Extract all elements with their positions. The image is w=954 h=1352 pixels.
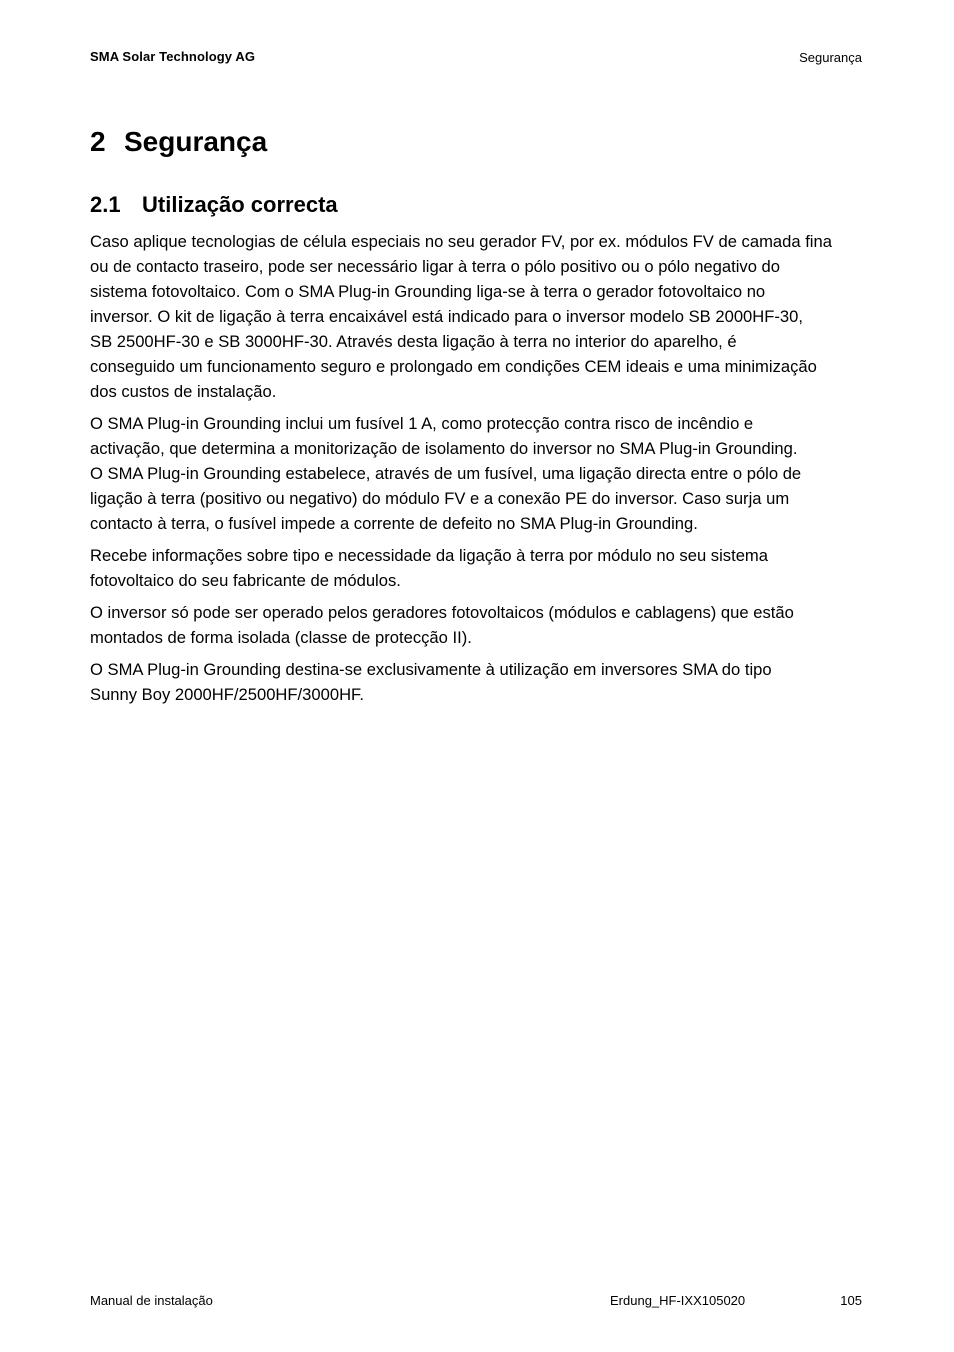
chapter-heading [90,124,267,160]
paragraph-line: Sunny Boy 2000HF/2500HF/3000HF. [90,685,364,704]
paragraph-line: montados de forma isolada (classe de protecção II). [90,628,472,647]
paragraph-line: dos custos de instalação. [90,382,277,401]
paragraph-line: Recebe informações sobre tipo e necessidade da ligação à terra por módulo no seu sistema [90,546,768,565]
paragraph [90,543,862,593]
paragraph [90,657,862,707]
paragraph [90,600,862,650]
paragraph-line: O SMA Plug-in Grounding inclui um fusível 1 A, como protecção contra risco de incêndio e [90,414,754,433]
body-text [90,229,862,714]
chapter-number: 2 [90,126,106,157]
footer-document-code: Erdung_HF-IXX105020 [610,1293,746,1308]
paragraph-line: conseguido um funcionamento seguro e prolongado em condições CEM ideais e uma minimização [90,357,817,376]
footer-manual-title: Manual de instalação [90,1293,213,1308]
paragraph-line: sistema fotovoltaico. Com o SMA Plug-in Grounding liga-se à terra o gerador fotovoltaico no [90,282,766,301]
paragraph-line: fotovoltaico do seu fabricante de módulos. [90,571,401,590]
page-number: 105 [840,1293,862,1308]
paragraph-line: activação, que determina a monitorização de isolamento do inversor no SMA Plug-in Grounding. [90,439,798,458]
paragraph-line: O SMA Plug-in Grounding destina-se exclusivamente à utilização em inversores SMA do tipo [90,660,772,679]
paragraph-line: O SMA Plug-in Grounding estabelece, através de um fusível, uma ligação directa entre o pólo de [90,464,802,483]
paragraph [90,229,862,404]
section-heading [90,190,338,220]
header-company: SMA Solar Technology AG [90,49,256,64]
paragraph [90,411,862,536]
paragraph-line: inversor. O kit de ligação à terra encaixável está indicado para o inversor modelo SB 2000HF-30, [90,307,803,326]
paragraph-line: SB 2500HF-30 e SB 3000HF-30. Através desta ligação à terra no interior do aparelho, é [90,332,737,351]
chapter-title: Segurança [124,126,268,157]
section-number: 2.1 [90,192,121,217]
section-title: Utilização correcta [142,192,338,217]
paragraph-line: ou de contacto traseiro, pode ser necessário ligar à terra o pólo positivo ou o pólo negativo do [90,257,780,276]
paragraph-line: contacto à terra, o fusível impede a corrente de defeito no SMA Plug-in Grounding. [90,514,698,533]
paragraph-line: Caso aplique tecnologias de célula especiais no seu gerador FV, por ex. módulos FV de camada fina [90,232,832,251]
header-section-title: Segurança [799,50,862,65]
paragraph-line: O inversor só pode ser operado pelos geradores fotovoltaicos (módulos e cablagens) que estão [90,603,794,622]
paragraph-line: ligação à terra (positivo ou negativo) do módulo FV e a conexão PE do inversor. Caso surja um [90,489,790,508]
